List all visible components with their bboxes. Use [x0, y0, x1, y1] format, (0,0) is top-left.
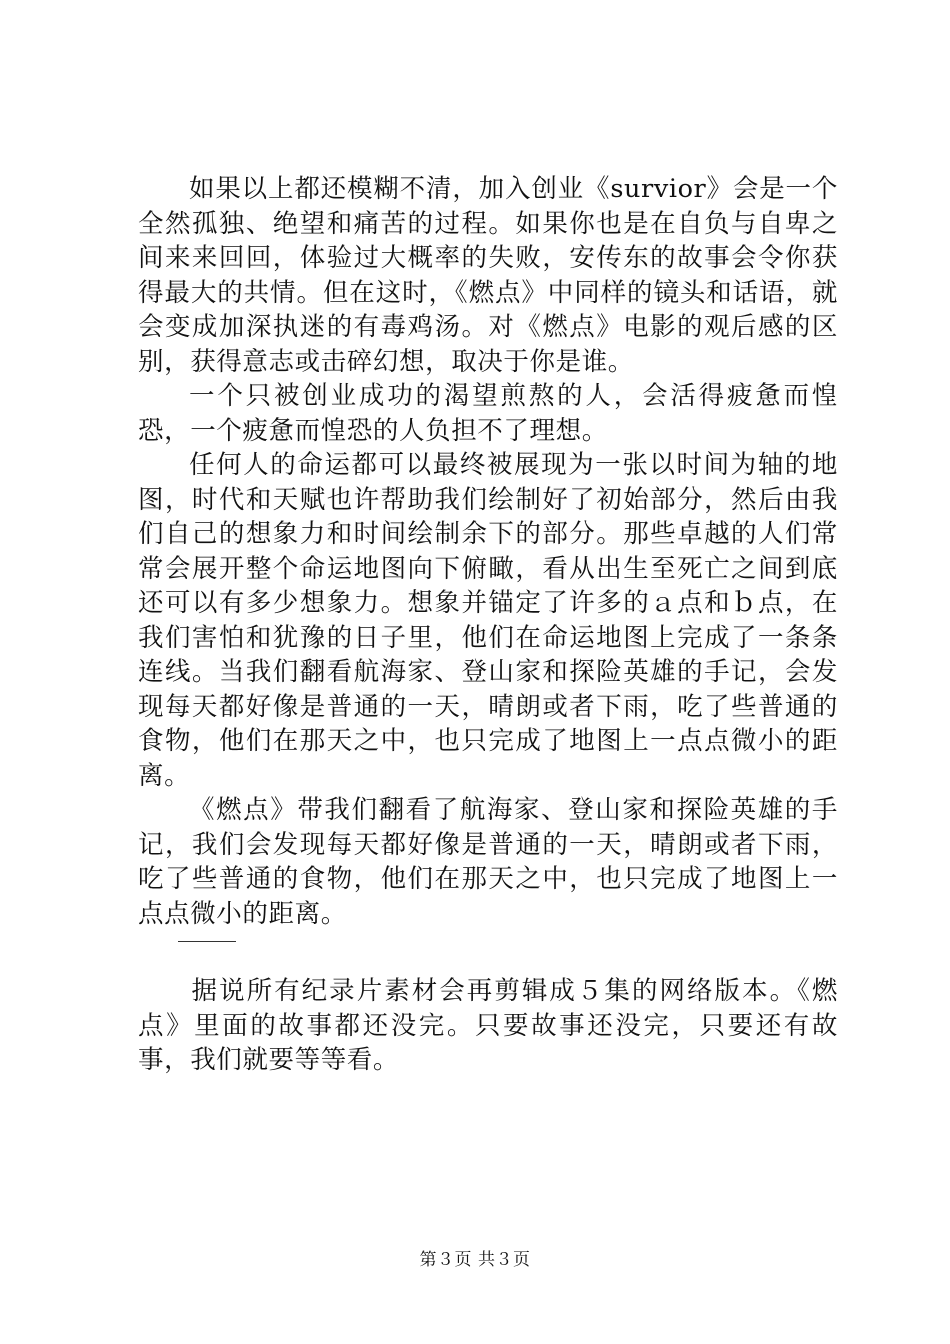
section-divider: [178, 931, 838, 956]
page-number-footer: 第３页 共３页: [419, 1250, 531, 1270]
document-body: [138, 172, 838, 1078]
paragraph-3: 任何人的命运都可以最终被展现为一张以时间为轴的地图，时代和天赋也许帮助我们绘制好了初始部分，然后由我们自己的想象力和时间绘制余下的部分。那些卓越的人们常常会展开整个命运地图向下俯瞰，看从出生至死亡之间到底还可以有多少想象力。想象并锚定了许多的ａ点和ｂ点，在我们害怕和犹豫的日子里，他们在命运地图上完成了一条条连线。当我们翻看航海家、登山家和探险英雄的手记，会发现每天都好像是普通的一天，晴朗或者下雨，吃了些普通的食物，他们在那天之中，也只完成了地图上一点点微小的距离。: [138, 450, 838, 791]
paragraph-4: 《燃点》带我们翻看了航海家、登山家和探险英雄的手记，我们会发现每天都好像是普通的一天，晴朗或者下雨，吃了些普通的食物，他们在那天之中，也只完成了地图上一点点微小的距离。: [138, 795, 838, 929]
paragraph-1: 如果以上都还模糊不清，加入创业《survior》会是一个全然孤独、绝望和痛苦的过程。如果你也是在自负与自卑之间来来回回，体验过大概率的失败，安传东的故事会令你获得最大的共情。但在这时，《燃点》中同样的镜头和话语，就会变成加深执迷的有毒鸡汤。对《燃点》电影的观后感的区别，获得意志或击碎幻想，取决于你是谁。: [138, 174, 838, 377]
paragraph-2: 一个只被创业成功的渴望煎熬的人，会活得疲惫而惶恐，一个疲惫而惶恐的人负担不了理想。: [138, 381, 838, 446]
paragraph-5: 据说所有纪录片素材会再剪辑成５集的网络版本。《燃点》里面的故事都还没完。只要故事还没完，只要还有故事，我们就要等等看。: [138, 976, 838, 1075]
